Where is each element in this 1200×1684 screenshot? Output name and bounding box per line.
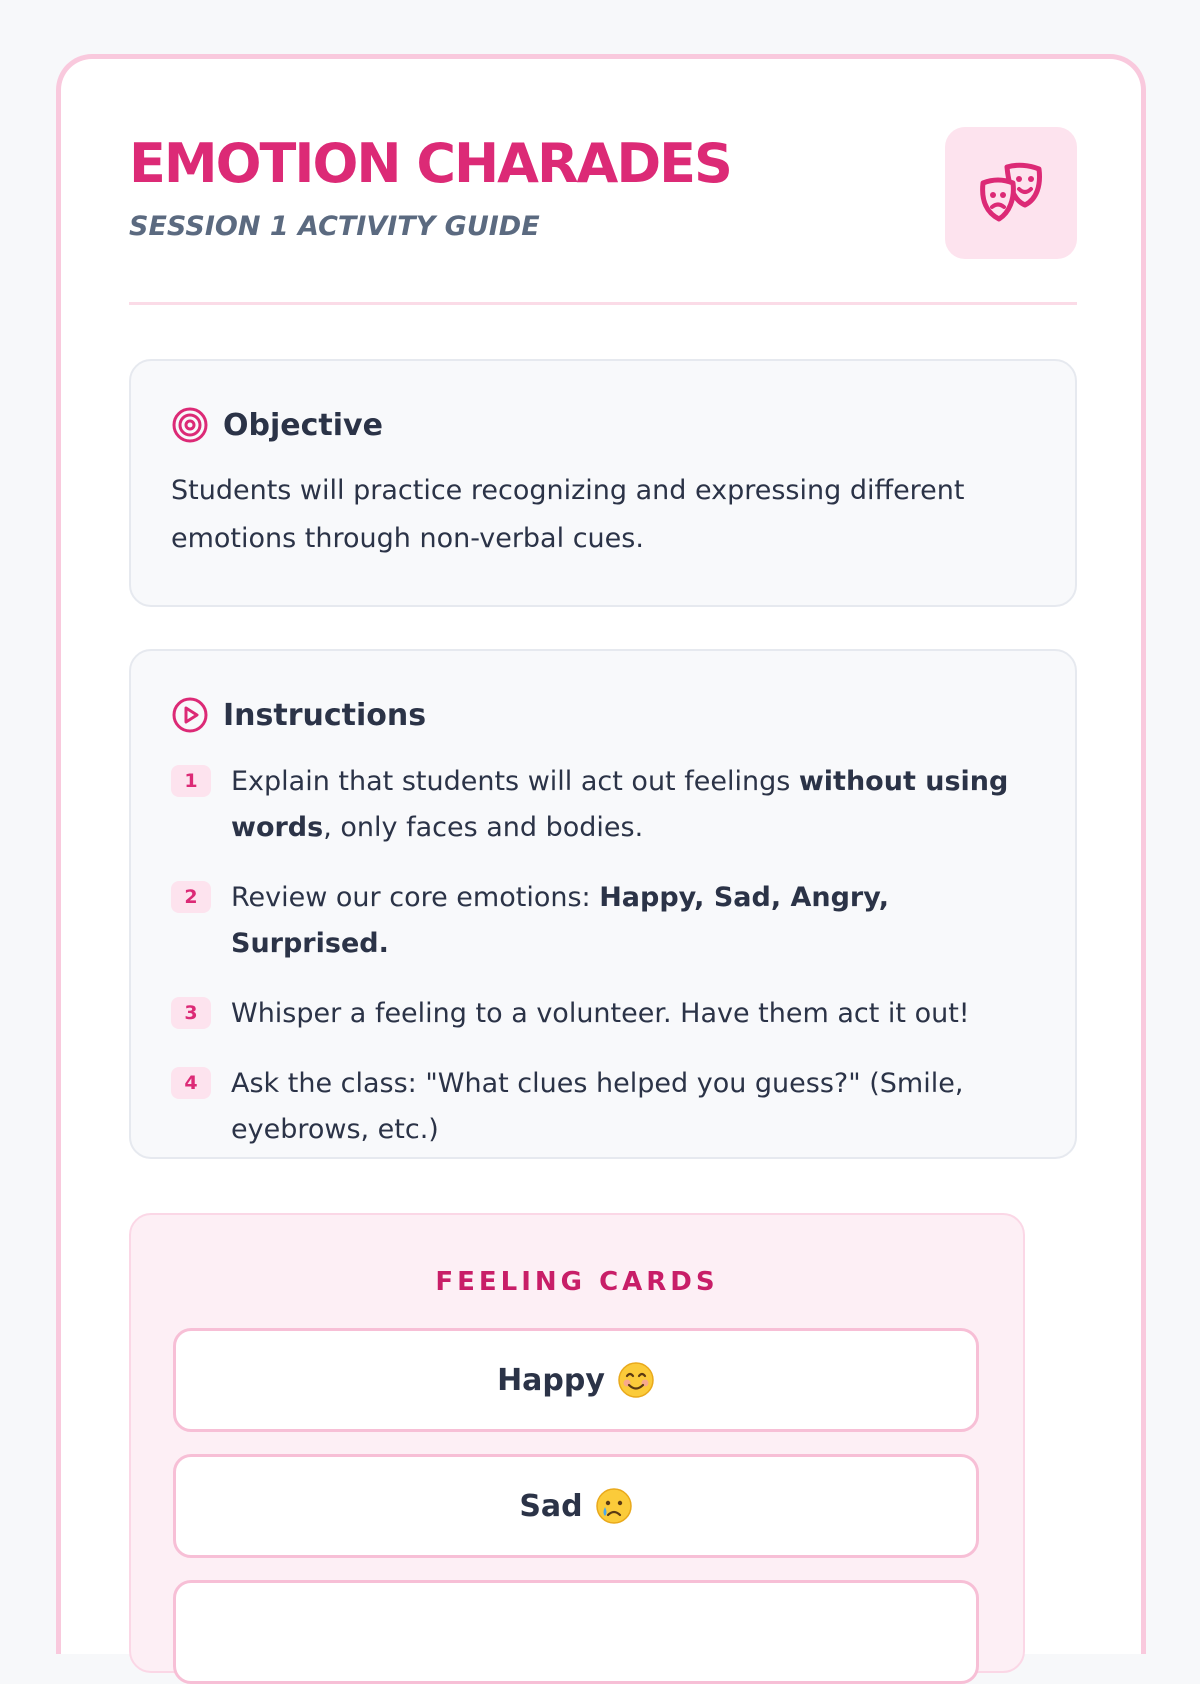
activity-card [56, 54, 1146, 1654]
theater-masks-icon [973, 155, 1049, 231]
header [129, 127, 1077, 305]
step-text: Ask the class: "What clues helped you guess?" (Smile, eyebrows, etc.) [231, 1068, 964, 1145]
crying-face-icon [595, 1487, 633, 1525]
instructions-label: Instructions [223, 697, 427, 733]
instruction-steps [171, 759, 1051, 1177]
page-subtitle: SESSION 1 ACTIVITY GUIDE [129, 211, 540, 242]
step-text: Whisper a feeling to a volunteer. Have them act it out! [231, 998, 970, 1029]
objective-heading [171, 405, 383, 445]
feeling-card-sad[interactable] [173, 1454, 979, 1558]
theater-masks-badge [945, 127, 1077, 259]
page-title: EMOTION CHARADES [129, 132, 731, 195]
feeling-card[interactable] [173, 1580, 979, 1684]
step-item [171, 875, 1051, 967]
instructions-heading [171, 695, 426, 735]
smiling-face-icon [617, 1361, 655, 1399]
step-number: 1 [171, 765, 211, 797]
play-circle-icon [171, 696, 209, 734]
objective-label: Objective [223, 407, 383, 443]
feeling-cards-title: FEELING CARDS [435, 1267, 719, 1297]
objective-panel [129, 359, 1077, 607]
step-number: 3 [171, 997, 211, 1029]
instructions-panel [129, 649, 1077, 1159]
step-item [171, 1061, 1051, 1153]
step-item [171, 759, 1051, 851]
step-number: 4 [171, 1067, 211, 1099]
feeling-card-happy[interactable] [173, 1328, 979, 1432]
objective-text: Students will practice recognizing and expressing different emotions through non-verbal cues. [171, 475, 965, 554]
step-item [171, 991, 1051, 1037]
step-text: Review our core emotions: Happy, Sad, Angry, Surprised. [231, 882, 890, 959]
feeling-card-label: Sad [519, 1488, 583, 1524]
feeling-cards-section [129, 1213, 1025, 1673]
feeling-card-label: Happy [497, 1362, 605, 1398]
step-text: Explain that students will act out feelings without using words, only faces and bodies. [231, 766, 1009, 843]
step-number: 2 [171, 881, 211, 913]
target-icon [171, 406, 209, 444]
